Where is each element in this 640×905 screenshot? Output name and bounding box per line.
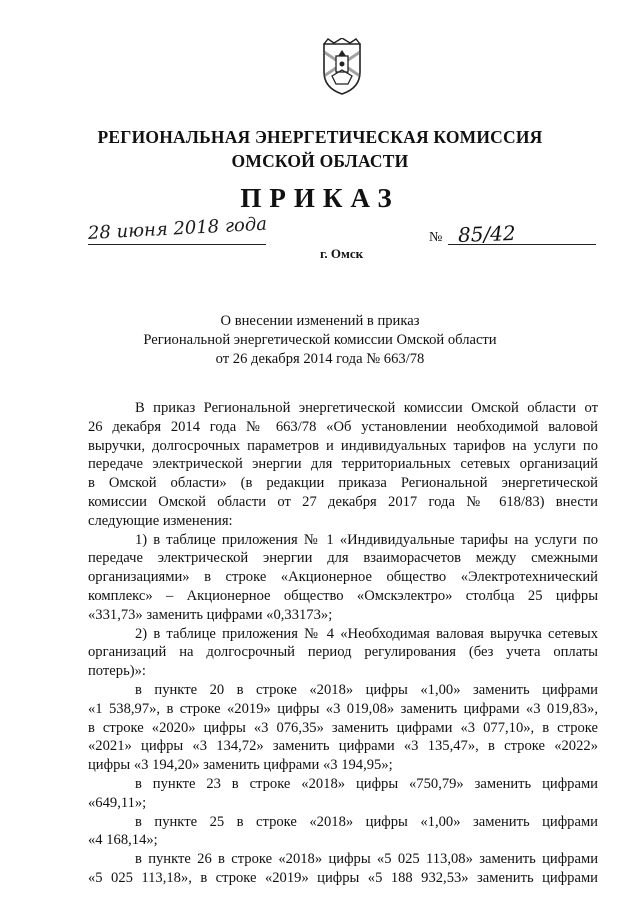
body-line: в пункте 26 в строке «2018» цифры «5 025 113,08» заменить цифрами bbox=[135, 851, 598, 868]
body-line: «331,73» заменить цифрами «0,33173»; bbox=[88, 606, 333, 623]
body-line: в Омской области» (в редакции приказа Региональной энергетической bbox=[88, 475, 598, 492]
body-line: следующие изменения: bbox=[88, 512, 233, 529]
omsk-coat-of-arms-icon bbox=[320, 38, 364, 96]
body-line: передаче электрической энергии для взаиморасчетов между смежными bbox=[88, 550, 598, 567]
document-body bbox=[88, 399, 598, 888]
body-line: «1 538,97», в строке «2019» цифры «3 019,08» заменить цифрами «3 019,83», bbox=[88, 700, 598, 717]
number-underline bbox=[448, 244, 596, 245]
body-line: 1) в таблице приложения № 1 «Индивидуальные тарифы на услуги по bbox=[135, 531, 598, 548]
body-line: 2) в таблице приложения № 4 «Необходимая валовая выручка сетевых bbox=[135, 625, 598, 642]
body-line: цифры «3 194,20» заменить цифрами «3 194,95»; bbox=[88, 757, 393, 774]
handwritten-number: 85/42 bbox=[457, 221, 517, 247]
city-label: г. Омск bbox=[320, 246, 364, 261]
body-line: передаче электрической энергии для территориальных сетевых организаций bbox=[88, 456, 598, 473]
body-line: организаций на долгосрочный период регулирования (без учета оплаты bbox=[88, 644, 598, 661]
handwritten-date: 28 июня 2018 года bbox=[87, 213, 268, 244]
body-line: комплекс» – Акционерное общество «Омскэлектро» столбца 25 цифры bbox=[88, 587, 598, 604]
body-line: в пункте 20 в строке «2018» цифры «1,00» заменить цифрами bbox=[135, 681, 598, 698]
body-line: «2021» цифры «3 134,72» заменить цифрами «3 135,47», в строке «2022» bbox=[88, 738, 598, 755]
body-line: выручки, долгосрочных параметров и индивидуальных тарифов на услуги по bbox=[88, 437, 598, 454]
body-line: «4 168,14»; bbox=[88, 832, 158, 849]
subject-line: Региональной энергетической комиссии Омской области bbox=[143, 332, 497, 348]
body-line: в строке «2020» цифры «3 076,35» заменить цифрами «3 077,10», в строке bbox=[88, 719, 598, 736]
subject-line: О внесении изменений в приказ bbox=[220, 313, 420, 329]
number-label: № bbox=[429, 230, 443, 245]
document-type-title: ПРИКАЗ bbox=[240, 183, 400, 213]
body-line: 26 декабря 2014 года № 663/78 «Об установлении необходимой валовой bbox=[88, 418, 598, 435]
date-underline bbox=[88, 244, 266, 245]
document-subject bbox=[0, 312, 640, 369]
body-line: организациями» в строке «Акционерное общество «Электротехнический bbox=[88, 569, 598, 586]
body-line: «649,11»; bbox=[88, 794, 147, 811]
body-line: в пункте 25 в строке «2018» цифры «1,00» заменить цифрами bbox=[135, 813, 598, 830]
organization-name-line2: ОМСКОЙ ОБЛАСТИ bbox=[231, 151, 409, 171]
body-line: «5 025 113,18», в строке «2019» цифры «5 188 932,53» заменить цифрами bbox=[88, 869, 598, 886]
body-line: В приказ Региональной энергетической комиссии Омской области от bbox=[135, 400, 598, 416]
subject-line: от 26 декабря 2014 года № 663/78 bbox=[215, 351, 425, 367]
body-line: в пункте 23 в строке «2018» цифры «750,79» заменить цифрами bbox=[135, 775, 598, 792]
body-line: комиссии Омской области от 27 декабря 2017 года № 618/83) внести bbox=[88, 493, 598, 510]
body-line: потерь)»: bbox=[88, 663, 146, 680]
organization-name-line1: РЕГИОНАЛЬНАЯ ЭНЕРГЕТИЧЕСКАЯ КОМИССИЯ bbox=[97, 127, 543, 147]
